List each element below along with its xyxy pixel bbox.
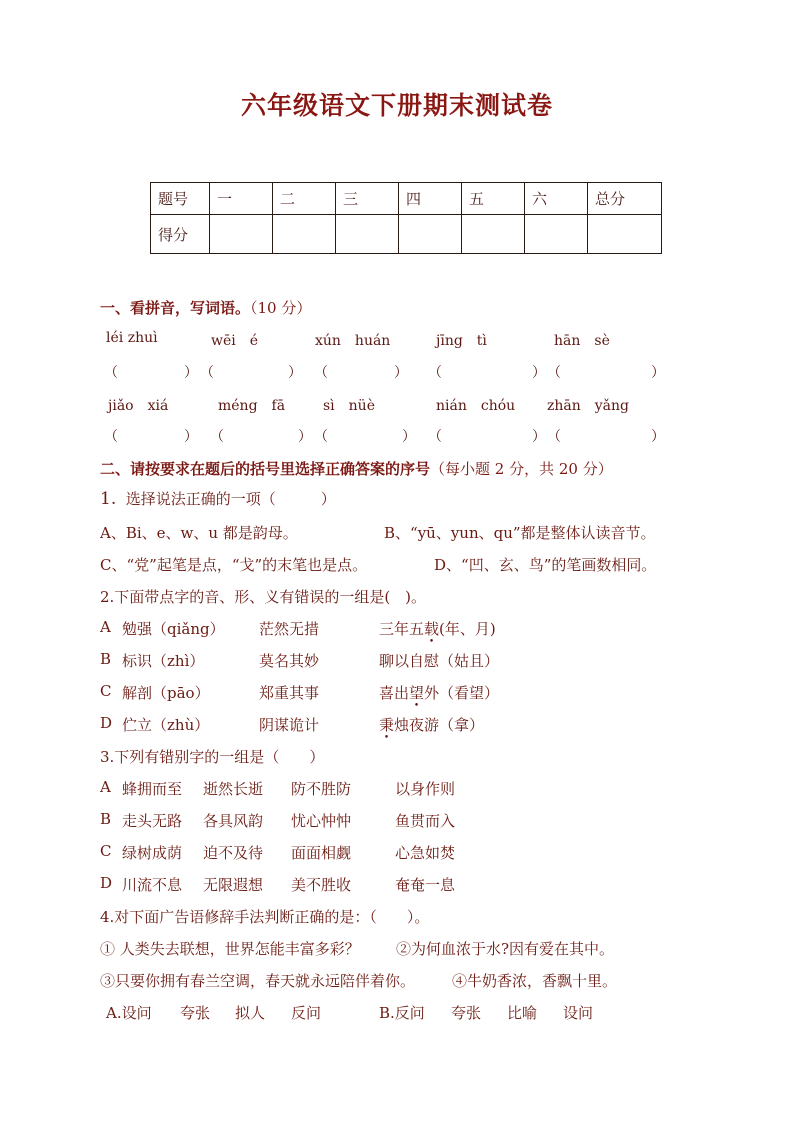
q3-word: 蜂拥而至 bbox=[122, 780, 183, 798]
answer-bracket[interactable]: （ ） bbox=[210, 429, 320, 445]
answer-bracket[interactable]: （ ） bbox=[428, 365, 558, 381]
pinyin-item: xún huán bbox=[315, 333, 391, 349]
score-cell: 总分 bbox=[588, 183, 662, 215]
q3-word: 以身作则 bbox=[395, 780, 456, 798]
q2-word: 以自慰（姑且） bbox=[394, 652, 500, 670]
q2-option-label: D bbox=[100, 714, 113, 732]
score-cell: 四 bbox=[399, 183, 462, 215]
score-blank-cell[interactable] bbox=[273, 215, 336, 254]
q4-sentence: ④牛奶香浓，香飘十里。 bbox=[452, 972, 618, 990]
pinyin-item: jiǎo xiá bbox=[108, 398, 169, 414]
q4-option-a-term: 拟人 bbox=[235, 1004, 266, 1022]
q2-option-label: C bbox=[100, 682, 112, 700]
q4-option-b-label: B.反问 bbox=[379, 1004, 425, 1022]
q2-word: 三年五 bbox=[379, 620, 425, 638]
dotted-char: 秉 bbox=[379, 716, 395, 734]
page-title: 六年级语文下册期末测试卷 bbox=[240, 91, 553, 120]
q2-word: 莫名其妙 bbox=[259, 652, 320, 670]
score-cell: 六 bbox=[525, 183, 588, 215]
pinyin-item: nián chóu bbox=[436, 398, 516, 414]
pinyin-item: méng fā bbox=[218, 398, 286, 414]
option-d: D、“凹、玄、鸟”的笔画数相同。 bbox=[434, 556, 657, 574]
q2-word: 阴谋诡计 bbox=[259, 716, 320, 734]
q2-word: 解剖（pāo） bbox=[122, 684, 210, 702]
q2-word: 标识（zhì） bbox=[122, 652, 205, 670]
option-b: B、“yū、yun、qu”都是整体认读音节。 bbox=[384, 524, 656, 542]
dotted-char: 望 bbox=[409, 684, 425, 702]
q2-word: 外（看望） bbox=[424, 684, 500, 702]
q3-word: 防不胜防 bbox=[291, 780, 352, 798]
score-table-header-row bbox=[151, 183, 662, 215]
answer-bracket[interactable]: （ ） bbox=[104, 429, 204, 445]
q3-word: 各具风韵 bbox=[203, 812, 264, 830]
dotted-char: 载 bbox=[424, 620, 440, 638]
answer-bracket[interactable]: （ ） bbox=[200, 365, 310, 381]
question-text: 选择说法正确的一项（ ） bbox=[125, 490, 336, 508]
section-2-points: （每小题 2 分，共 20 分） bbox=[430, 460, 613, 478]
score-blank-cell[interactable] bbox=[525, 215, 588, 254]
section-2-heading bbox=[100, 458, 613, 479]
score-row-label: 得分 bbox=[151, 215, 210, 254]
q4-sentence: ① 人类失去联想，世界怎能丰富多彩？ bbox=[100, 940, 360, 958]
q4-sentence: ②为何血浓于水?因有爱在其中。 bbox=[396, 940, 615, 958]
q3-option-label: A bbox=[100, 778, 111, 796]
answer-bracket[interactable]: （ ） bbox=[428, 429, 558, 445]
q4-option-a-term: 夸张 bbox=[180, 1004, 211, 1022]
q4-option-b-term: 设问 bbox=[563, 1004, 594, 1022]
answer-bracket[interactable]: （ ） bbox=[314, 365, 414, 381]
q2-word: 茫然无措 bbox=[259, 620, 320, 638]
score-table-score-row bbox=[151, 215, 662, 254]
section-1-heading bbox=[100, 297, 311, 318]
score-table bbox=[150, 182, 662, 254]
q2-word: 伫立（zhù） bbox=[122, 716, 210, 734]
q3-word: 面面相觑 bbox=[291, 844, 352, 862]
question-2-stem: 2.下面带点字的音、形、义有错误的一组是( )。 bbox=[100, 588, 427, 606]
q4-option-b-term: 比喻 bbox=[507, 1004, 538, 1022]
q3-word: 逝然长逝 bbox=[203, 780, 264, 798]
q3-word: 奄奄一息 bbox=[395, 876, 456, 894]
answer-bracket[interactable]: （ ） bbox=[104, 365, 204, 381]
pinyin-item: hān sè bbox=[554, 333, 610, 349]
score-cell: 题号 bbox=[151, 183, 210, 215]
question-4-stem: 4.对下面广告语修辞手法判断正确的是：（ ）。 bbox=[100, 908, 430, 926]
pinyin-item: zhān yǎng bbox=[547, 398, 629, 414]
q3-word: 迫不及待 bbox=[203, 844, 264, 862]
q2-word-group bbox=[379, 682, 499, 703]
q4-sentence: ③只要你拥有春兰空调，春天就永远陪伴着你。 bbox=[100, 972, 416, 990]
q4-option-b-term: 夸张 bbox=[451, 1004, 482, 1022]
answer-bracket[interactable]: （ ） bbox=[314, 429, 424, 445]
section-2-title: 二、请按要求在题后的括号里选择正确答案的序号 bbox=[100, 460, 431, 478]
q4-option-a-label: A.设问 bbox=[106, 1004, 152, 1022]
q2-word: 聊 bbox=[379, 652, 395, 670]
section-1-title: 一、看拼音，写词语。 bbox=[100, 299, 251, 317]
question-1-stem bbox=[100, 488, 336, 509]
q3-word: 鱼贯而入 bbox=[395, 812, 456, 830]
answer-bracket[interactable]: （ ） bbox=[547, 429, 677, 445]
q3-word: 心急如焚 bbox=[395, 844, 456, 862]
score-blank-cell[interactable] bbox=[462, 215, 525, 254]
q2-word: 烛夜游（拿） bbox=[394, 716, 485, 734]
score-cell: 五 bbox=[462, 183, 525, 215]
q3-option-label: C bbox=[100, 842, 112, 860]
score-blank-cell[interactable] bbox=[210, 215, 273, 254]
q2-option-label: B bbox=[100, 650, 112, 668]
q3-word: 绿树成荫 bbox=[122, 844, 183, 862]
q2-word-group bbox=[379, 714, 484, 735]
pinyin-item: léi zhuì bbox=[106, 330, 158, 346]
question-3-stem: 3.下列有错别字的一组是（ ） bbox=[100, 748, 325, 766]
q3-option-label: B bbox=[100, 810, 112, 828]
q2-word-group bbox=[379, 650, 499, 671]
score-cell: 三 bbox=[336, 183, 399, 215]
q3-option-label: D bbox=[100, 874, 113, 892]
q3-word: 忧心忡忡 bbox=[291, 812, 352, 830]
score-blank-cell[interactable] bbox=[399, 215, 462, 254]
q4-option-a-term: 反问 bbox=[291, 1004, 322, 1022]
q3-word: 走头无路 bbox=[122, 812, 183, 830]
q2-word: 郑重其事 bbox=[259, 684, 320, 702]
option-a: A、Bi、e、w、u 都是韵母。 bbox=[100, 524, 298, 542]
q2-word-group bbox=[379, 618, 496, 639]
score-cell: 一 bbox=[210, 183, 273, 215]
score-blank-cell[interactable] bbox=[588, 215, 662, 254]
pinyin-item: sì nüè bbox=[323, 398, 375, 414]
q2-word: 勉强（qiǎng） bbox=[122, 620, 225, 638]
q3-word: 川流不息 bbox=[122, 876, 183, 894]
q2-word: 喜出 bbox=[379, 684, 410, 702]
score-blank-cell[interactable] bbox=[336, 215, 399, 254]
section-1-points: （10 分） bbox=[250, 299, 312, 317]
q2-option-label: A bbox=[100, 618, 111, 636]
q3-word: 无限遐想 bbox=[203, 876, 264, 894]
pinyin-item: wēi é bbox=[211, 333, 259, 349]
score-cell: 二 bbox=[273, 183, 336, 215]
q3-word: 美不胜收 bbox=[291, 876, 352, 894]
answer-bracket[interactable]: （ ） bbox=[547, 365, 677, 381]
q2-word: (年、月) bbox=[439, 620, 496, 638]
question-number: 1. bbox=[100, 489, 117, 509]
option-c: C、“党”起笔是点，“戈”的末笔也是点。 bbox=[100, 556, 368, 574]
pinyin-item: jīng tì bbox=[436, 333, 487, 349]
